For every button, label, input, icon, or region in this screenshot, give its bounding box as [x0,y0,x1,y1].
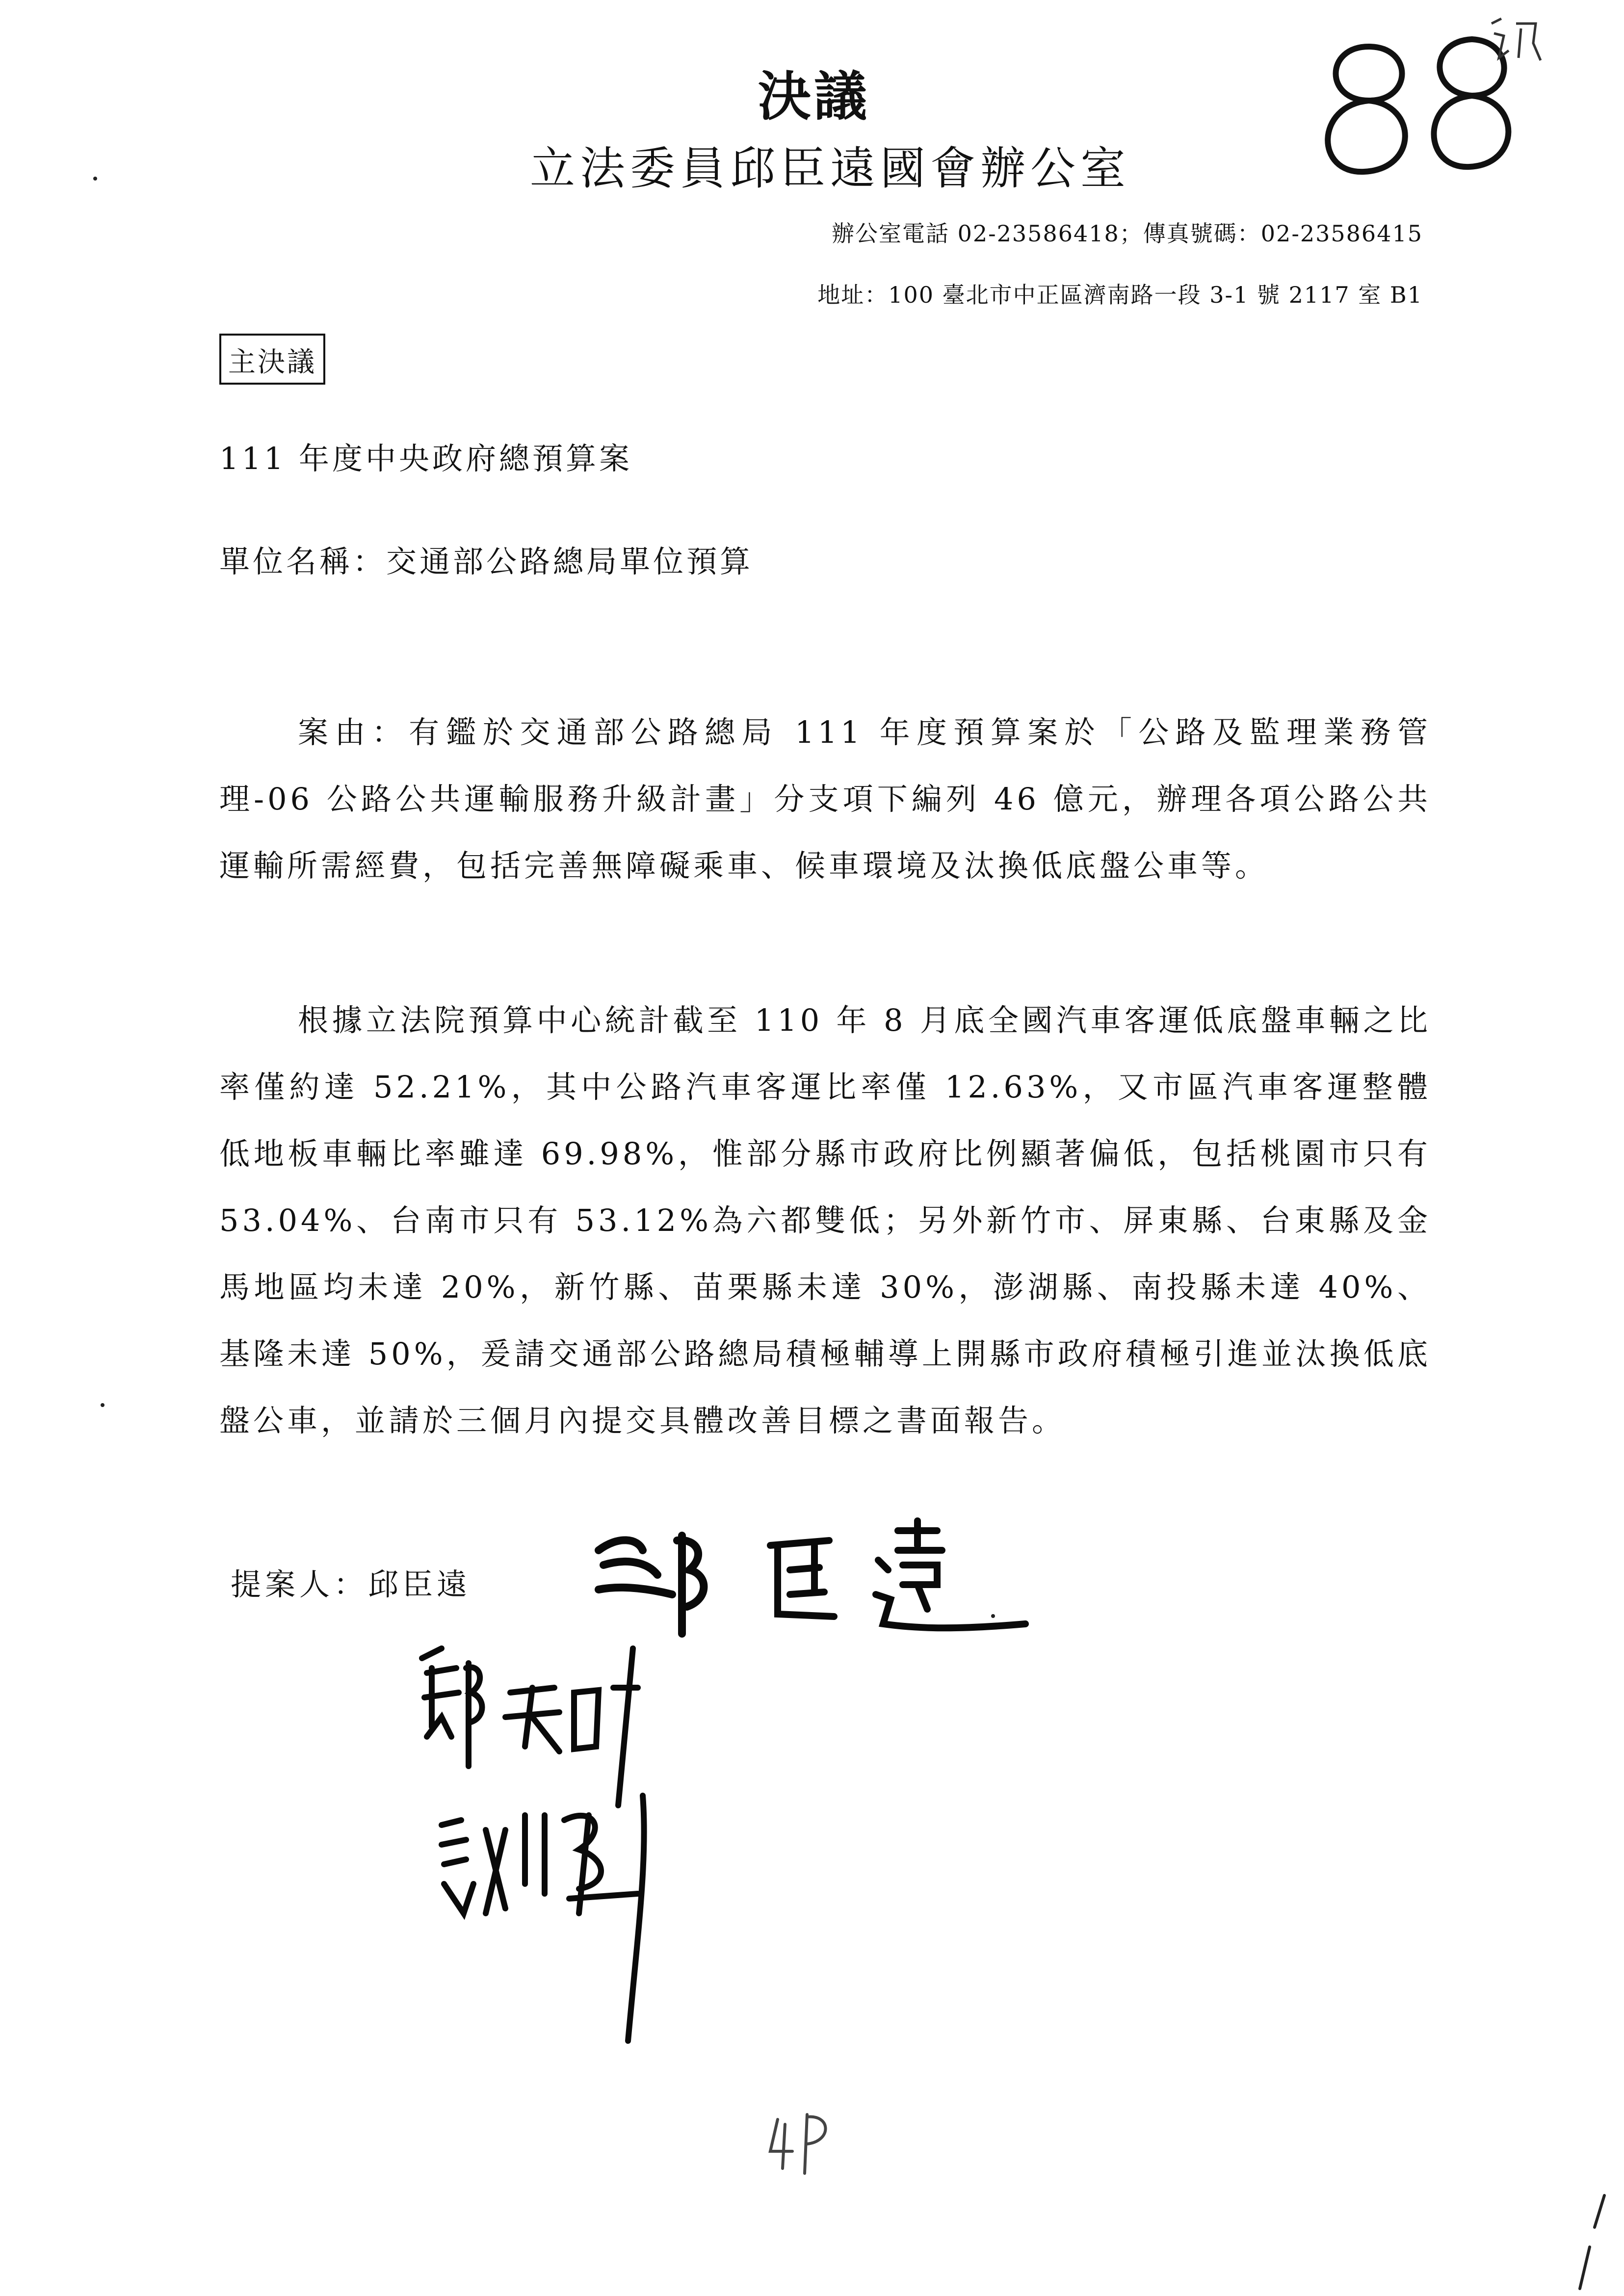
stamp-title: 決議 [758,66,870,128]
scan-speck [93,177,97,181]
corner-handwritten-mark [1487,14,1545,68]
phone-line: 辦公室電話 02-23586418；傳真號碼：02-23586415 [831,220,1423,247]
address-line: 地址：100 臺北市中正區濟南路一段 3-1 號 2117 室 B1 [817,282,1423,308]
scan-speck [101,1403,105,1407]
statistics-paragraph: 根據立法院預算中心統計截至 110 年 8 月底全國汽車客運低底盤車輛之比率僅約達 52.21%，其中公路汽車客運比率僅 12.63%，又市區汽車客運整體低地板車輛比率雖達 69.98%，惟部分縣市政府比例顯著偏低，包括桃園市只有 53.04%、台南市只有 53.12%為六都雙低；另外新竹市、屏東縣、台東縣及金馬地區均未達 20%，新竹縣、苗栗縣未達 30%，澎湖縣、南投縣未達 40%、基隆未達 50%，爰請交通部公路總局積極輔導上開縣市政府積極引進並汰換低底盤公車，並請於三個月內提交具體改善目標之書面報告。 [219,1002,1431,1438]
main-resolution-label: 主決議 [219,334,325,385]
signature-main [584,1516,1035,1644]
budget-case-title: 111 年度中央政府總預算案 [219,441,633,476]
proposer-label: 提案人：邱臣遠 [231,1566,471,1602]
signature-third [432,1786,707,2051]
handwritten-page-note [763,2105,837,2178]
office-title: 立法委員邱臣遠國會辦公室 [530,142,1131,195]
unit-name: 單位名稱：交通部公路總局單位預算 [219,544,754,579]
case-reason-paragraph: 案由：有鑑於交通部公路總局 111 年度預算案於「公路及監理業務管理-06 公路公共運輸服務升級計畫」分支項下編列 46 億元，辦理各項公路公共運輸所需經費，包括完善無障礙乘車、候車環境及汰換低底盤公車等。 [219,714,1431,884]
edge-scan-marks [1565,2193,1614,2291]
scan-speck [991,1614,995,1618]
